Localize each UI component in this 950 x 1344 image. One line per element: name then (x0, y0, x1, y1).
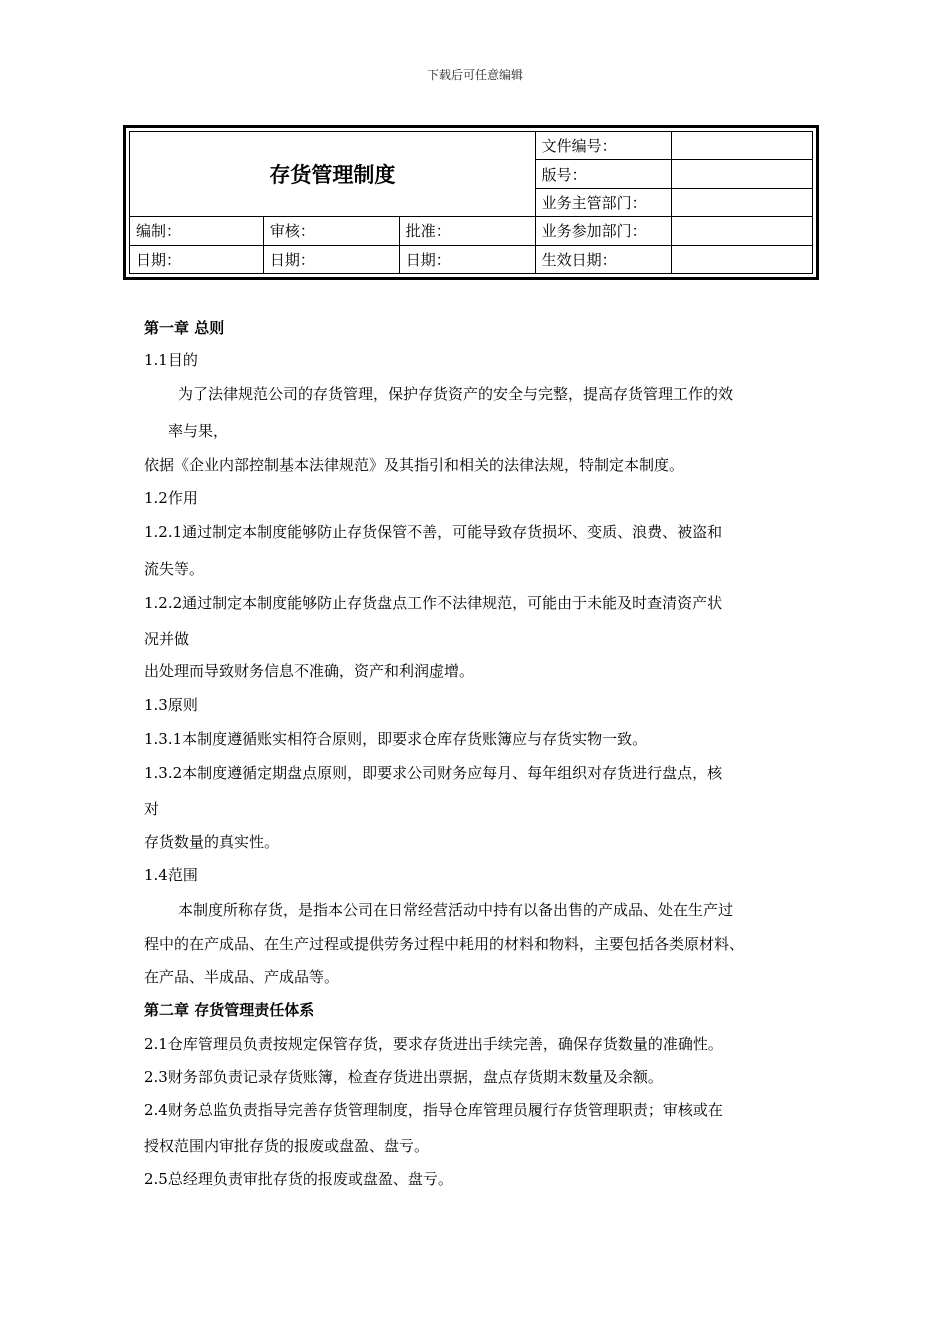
approved-by-label: 批准： (399, 217, 535, 245)
department-label: 业务主管部门： (535, 188, 671, 216)
paragraph-line: 流失等。 (144, 560, 205, 578)
paragraph-line: 1.2.1通过制定本制度能够防止存货保管不善，可能导致存货损坏、变质、浪费、被盗和 (144, 523, 723, 541)
paragraph-line: 出处理而导致财务信息不准确，资产和利润虚增。 (144, 662, 475, 680)
paragraph-line: 对 (144, 800, 160, 818)
version-value (671, 160, 812, 188)
paragraph-line: 程中的在产成品、在生产过程或提供劳务过程中耗用的材料和物料，主要包括各类原材料、 (144, 935, 745, 953)
paragraph-line: 授权范围内审批存货的报废或盘盈、盘亏。 (144, 1137, 430, 1155)
paragraph-line: 况并做 (144, 630, 190, 648)
reviewed-by-label: 审核： (263, 217, 399, 245)
section-heading: 1.4范围 (144, 866, 198, 884)
file-number-value (671, 132, 812, 160)
effective-date-value (671, 245, 812, 273)
section-heading: 1.1目的 (144, 351, 198, 369)
section-heading: 1.2作用 (144, 489, 198, 507)
paragraph-line: 为了法律规范公司的存货管理，保护存货资产的安全与完整，提高存货管理工作的效 (178, 385, 734, 403)
paragraph-line: 在产品、半成品、产成品等。 (144, 968, 340, 986)
chapter-1-heading: 第一章 总则 (144, 319, 225, 337)
paragraph-line: 1.3.2本制度遵循定期盘点原则，即要求公司财务应每月、每年组织对存货进行盘点，核 (144, 764, 723, 782)
participating-department-label: 业务参加部门： (535, 217, 671, 245)
header-note: 下载后可任意编辑 (426, 68, 523, 82)
paragraph-line: 1.3.1本制度遵循账实相符合原则，即要求仓库存货账簿应与存货实物一致。 (144, 730, 648, 748)
prepared-by-label: 编制： (130, 217, 264, 245)
participating-department-value (671, 217, 812, 245)
paragraph-line: 2.5总经理负责审批存货的报废或盘盈、盘亏。 (144, 1170, 453, 1188)
paragraph-line: 1.2.2通过制定本制度能够防止存货盘点工作不法律规范，可能由于未能及时查清资产状 (144, 594, 723, 612)
version-label: 版号： (535, 160, 671, 188)
date-label-1: 日期： (130, 245, 264, 273)
section-heading: 1.3原则 (144, 696, 198, 714)
document-title: 存货管理制度 (130, 132, 536, 217)
paragraph-line: 率与果， (168, 422, 229, 440)
paragraph-line: 2.4财务总监负责指导完善存货管理制度，指导仓库管理员履行存货管理职责；审核或在 (144, 1101, 723, 1119)
department-value (671, 188, 812, 216)
paragraph-line: 本制度所称存货，是指本公司在日常经营活动中持有以备出售的产成品、处在生产过 (178, 901, 734, 919)
paragraph-line: 存货数量的真实性。 (144, 833, 280, 851)
date-label-3: 日期： (399, 245, 535, 273)
effective-date-label: 生效日期： (535, 245, 671, 273)
date-label-2: 日期： (263, 245, 399, 273)
chapter-2-heading: 第二章 存货管理责任体系 (144, 1001, 315, 1019)
paragraph-line: 2.3财务部负责记录存货账簿，检查存货进出票据，盘点存货期末数量及余额。 (144, 1068, 663, 1086)
paragraph-line: 依据《企业内部控制基本法律规范》及其指引和相关的法律法规，特制定本制度。 (144, 456, 685, 474)
paragraph-line: 2.1仓库管理员负责按规定保管存货，要求存货进出手续完善，确保存货数量的准确性。 (144, 1035, 723, 1053)
document-info-table (123, 125, 819, 280)
file-number-label: 文件编号： (535, 132, 671, 160)
